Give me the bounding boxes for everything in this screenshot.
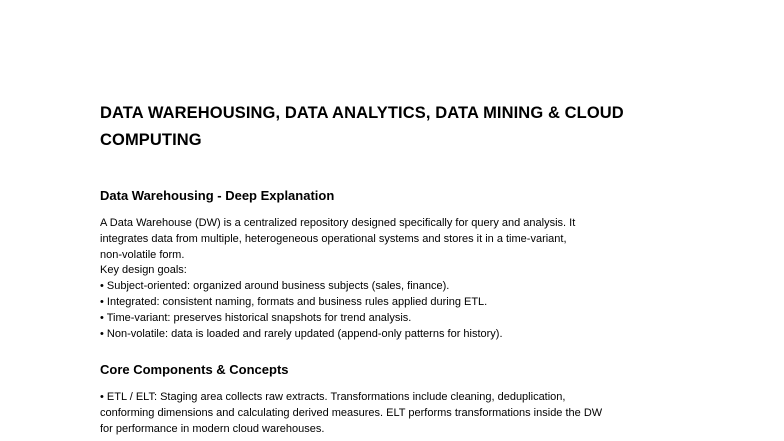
paragraph-line: non-volatile form.: [100, 248, 185, 261]
paragraph-line: conforming dimensions and calculating derived measures. ELT performs transformations inside the DW: [100, 406, 603, 419]
bullet-item: • Non-volatile: data is loaded and rarely updated (append-only patterns for history).: [100, 327, 503, 340]
paragraph-line: for performance in modern cloud warehouses.: [100, 422, 325, 435]
section-heading-core-components: Core Components & Concepts: [100, 362, 289, 377]
paragraph-line: A Data Warehouse (DW) is a centralized repository designed specifically for query and analysis. It: [100, 217, 576, 229]
document-title: DATA WAREHOUSING, DATA ANALYTICS, DATA MINING & CLOUD COMPUTING: [100, 104, 624, 149]
section-body-core-components: [100, 390, 720, 437]
section-heading-data-warehousing: Data Warehousing - Deep Explanation: [100, 188, 335, 203]
bullet-item: • ETL / ELT: Staging area collects raw extracts. Transformations include cleaning, deduplication,: [100, 391, 566, 403]
key-goals-label: Key design goals:: [100, 264, 187, 277]
bullet-item: • Integrated: consistent naming, formats and business rules applied during ETL.: [100, 295, 488, 308]
bullet-item: • Time-variant: preserves historical snapshots for trend analysis.: [100, 311, 412, 324]
paragraph-line: integrates data from multiple, heterogeneous operational systems and stores it in a time-variant,: [100, 232, 567, 245]
section-body-data-warehousing: [100, 216, 720, 342]
bullet-item: • Subject-oriented: organized around business subjects (sales, finance).: [100, 280, 450, 293]
